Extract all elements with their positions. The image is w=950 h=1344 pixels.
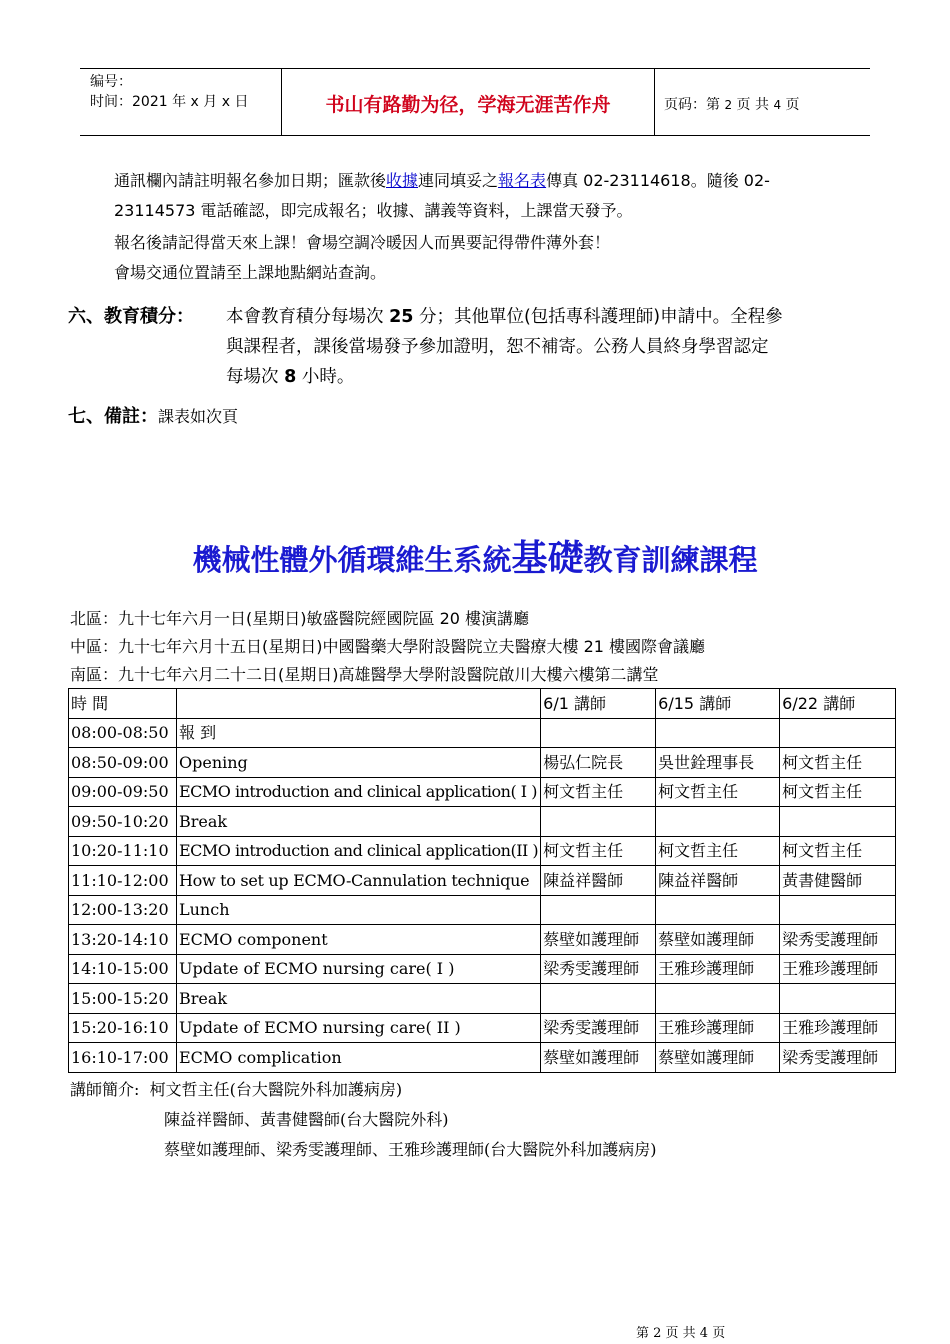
location-south: 南區：九十七年六月二十二日(星期日)高雄醫學大學附設醫院啟川大樓六樓第二講堂 <box>70 665 659 684</box>
table-row: 15:20-16:10 Update of ECMO nursing care( II ) 梁秀雯護理師 王雅珍護理師 王雅珍護理師 <box>69 1013 896 1043</box>
intro-paragraph <box>114 166 894 288</box>
table-row: 11:10-12:00 How to set up ECMO-Cannulation technique 陳益祥醫師 陳益祥醫師 黃書健醫師 <box>69 866 896 896</box>
table-row: 16:10-17:00 ECMO complication 蔡壁如護理師 蔡壁如護理師 梁秀雯護理師 <box>69 1043 896 1073</box>
table-row: 15:00-15:20 Break <box>69 984 896 1014</box>
section-7-text: 課表如次頁 <box>158 407 239 426</box>
instructor-line-1: 柯文哲主任(台大醫院外科加護病房) <box>149 1080 403 1099</box>
instructor-line-2: 陳益祥醫師、黃書健醫師(台大醫院外科) <box>164 1110 449 1129</box>
section-6-label: 六、教育積分： <box>68 306 194 327</box>
intro-line-4: 會場交通位置請至上課地點網站查詢。 <box>114 263 387 282</box>
page-number: 2 <box>724 98 733 112</box>
header-speaker-0601: 6/1 講師 <box>541 689 656 719</box>
header-speaker-0622: 6/22 講師 <box>780 689 896 719</box>
table-header-row <box>69 689 896 719</box>
page-footer: 第 2 页 共 4 页 <box>636 1326 726 1341</box>
intro-line-3: 報名後請記得當天來上課！會場空調冷暖因人而異要記得帶件薄外套！ <box>114 233 611 252</box>
header-code: 编号： <box>90 74 132 90</box>
header-divider-right <box>654 68 655 136</box>
course-title: 機械性體外循環維生系統基礎教育訓練課程 <box>192 538 758 579</box>
table-row: 12:00-13:20 Lunch <box>69 895 896 925</box>
table-row: 09:00-09:50 ECMO introduction and clinical application( I ) 柯文哲主任 柯文哲主任 柯文哲主任 <box>69 777 896 807</box>
intro-line-2: 23114573 電話確認，即完成報名；收據、講義等資料，上課當天發予。 <box>114 201 633 220</box>
intro-line-1: 通訊欄內請註明報名參加日期；匯款後收據連同填妥之報名表傳真 02-23114618。隨後 02- <box>114 171 770 190</box>
header-motto: 书山有路勤为径，学海无涯苦作舟 <box>325 94 611 116</box>
table-row: 13:20-14:10 ECMO component 蔡壁如護理師 蔡壁如護理師 梁秀雯護理師 <box>69 925 896 955</box>
page-prefix: 页码：第 <box>664 97 720 113</box>
page-suffix: 页 <box>785 97 800 113</box>
table-row: 09:50-10:20 Break <box>69 807 896 837</box>
header-bottom-rule <box>80 135 870 136</box>
table-row: 10:20-11:10 ECMO introduction and clinical application(II ) 柯文哲主任 柯文哲主任 柯文哲主任 <box>69 836 896 866</box>
location-central: 中區：九十七年六月十五日(星期日)中國醫藥大學附設醫院立夫醫療大樓 21 樓國際會議廳 <box>70 637 706 656</box>
section-6-body: 本會教育積分每場次 25 分；其他單位(包括專科護理師)申請中。全程參 與課程者，課後當場發予參加證明，恕不補寄。公務人員終身學習認定 每場次 8 小時。 <box>226 307 783 387</box>
header-meta <box>90 72 248 112</box>
instructor-label: 講師簡介: <box>70 1080 140 1099</box>
section-7 <box>68 402 238 432</box>
section-7-label: 七、備註： <box>68 406 158 427</box>
table-row: 14:10-15:00 Update of ECMO nursing care( I ) 梁秀雯護理師 王雅珍護理師 王雅珍護理師 <box>69 954 896 984</box>
location-north: 北區：九十七年六月一日(星期日)敏盛醫院經國院區 20 樓演講廳 <box>70 609 530 628</box>
header-topic <box>177 689 541 719</box>
instructor-intro <box>70 1075 657 1165</box>
schedule-table <box>68 688 896 1073</box>
receipt-link[interactable]: 收據 <box>386 171 419 190</box>
instructor-line-3: 蔡壁如護理師、梁秀雯護理師、王雅珍護理師(台大醫院外科加護病房) <box>164 1140 657 1159</box>
header-time: 時 間 <box>69 689 177 719</box>
page-total: 4 <box>773 98 782 112</box>
header-time: 时间：2021 年 x 月 x 日 <box>90 94 249 110</box>
registration-form-link[interactable]: 報名表 <box>498 171 547 190</box>
header-speaker-0615: 6/15 講師 <box>656 689 780 719</box>
header-top-rule <box>80 68 870 69</box>
page-mid: 页 共 <box>736 97 769 113</box>
table-row: 08:50-09:00 Opening 楊弘仁院長 吳世銓理事長 柯文哲主任 <box>69 748 896 778</box>
table-row: 08:00-08:50 報 到 <box>69 718 896 748</box>
header-page-info <box>664 94 800 114</box>
